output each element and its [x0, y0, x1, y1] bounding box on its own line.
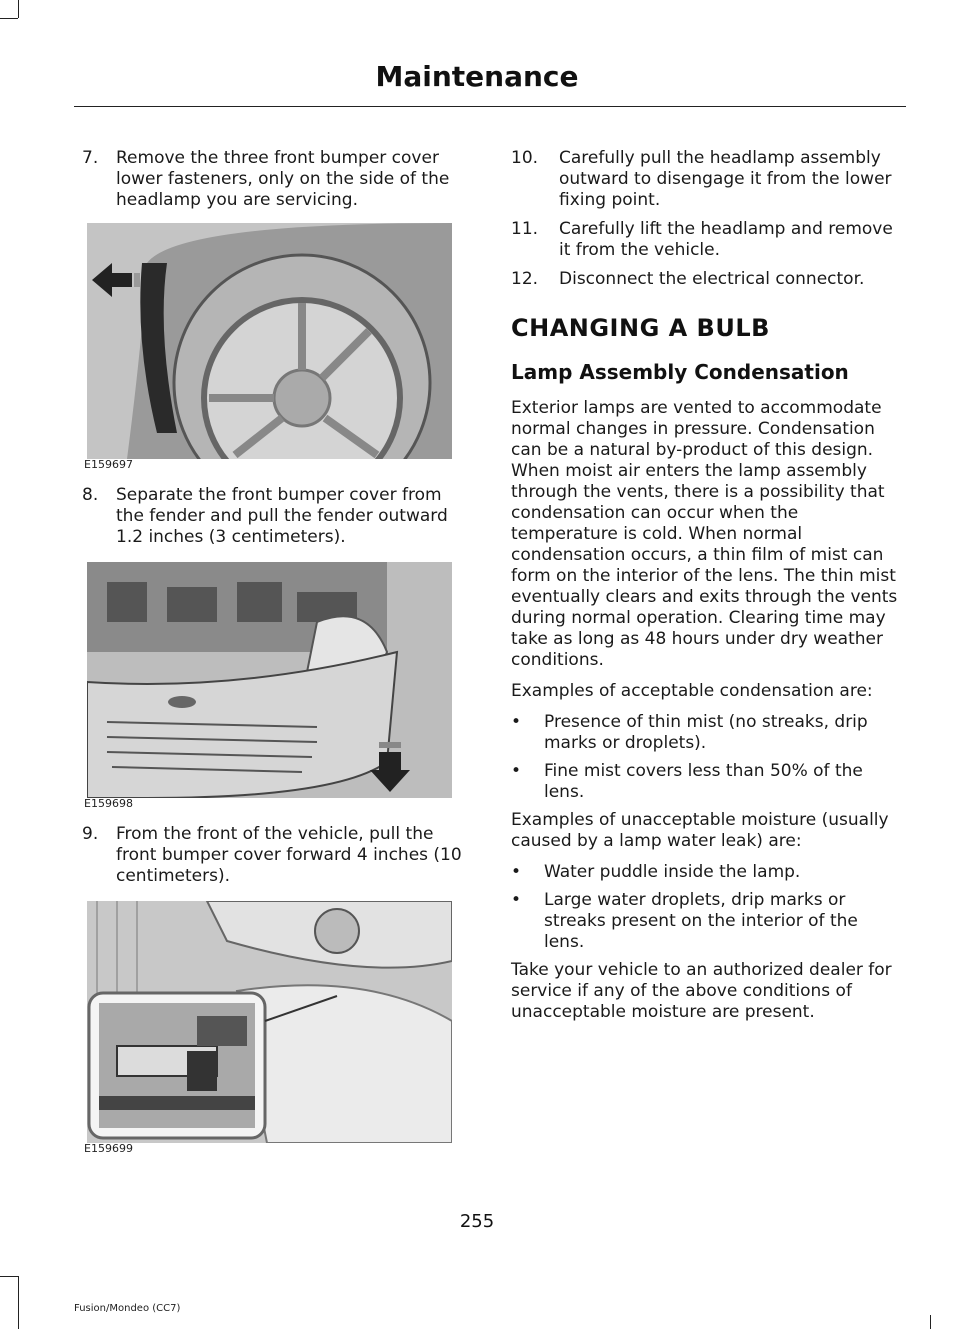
crop-mark: [18, 1276, 19, 1329]
step-8: [82, 485, 472, 548]
paragraph: Examples of unacceptable moisture (usually caused by a lamp water leak) are:: [511, 810, 889, 851]
bullet-mark: •: [511, 761, 522, 781]
bullet-mark: •: [511, 712, 522, 732]
left-column: [82, 148, 472, 1169]
step-number: 12.: [511, 269, 539, 289]
engine-bay-illustration: [87, 562, 452, 798]
bumper-connector-illustration: [87, 901, 452, 1143]
step-9: [82, 824, 472, 887]
step-10: [511, 148, 903, 211]
step-text: Remove the three front bumper cover lower fasteners, only on the side of the headlamp you are servicing.: [116, 148, 450, 210]
title-divider: [74, 106, 906, 107]
bullet-mark: •: [511, 890, 522, 910]
figure-front-bumper: [82, 562, 452, 810]
paragraph: Exterior lamps are vented to accommodate normal changes in pressure. Condensation can be a natural by-product of this design. When moist air enters the lamp assembly through the vents, there is a possibility that condensation can occur when the temperature is cold. When normal condensation occurs, a thin film of mist can form on the interior of the lens. The thin mist eventually clears and exits through the vents during normal operation. Clearing time may take as long as 48 hours under dry weather conditions.: [511, 398, 898, 670]
paragraph: Examples of acceptable condensation are:: [511, 681, 873, 701]
list-item-text: Large water droplets, drip marks or streaks present on the interior of the lens.: [544, 890, 858, 952]
section-heading: CHANGING A BULB: [511, 314, 770, 342]
figure-fender-fasteners: [82, 223, 452, 471]
list-item: [511, 862, 903, 883]
step-text: Carefully pull the headlamp assembly outward to disengage it from the lower fixing point.: [559, 148, 892, 210]
page-title: Maintenance: [375, 60, 579, 93]
right-column: [511, 148, 903, 1033]
step-number: 9.: [82, 824, 99, 844]
step-7: [82, 148, 472, 211]
step-number: 8.: [82, 485, 99, 505]
figure-code: E159699: [84, 1142, 133, 1155]
list-item: [511, 761, 903, 803]
crop-mark: [18, 0, 19, 18]
step-12: [511, 269, 903, 290]
step-text: Disconnect the electrical connector.: [559, 269, 865, 289]
step-number: 11.: [511, 219, 539, 239]
crop-mark: [930, 1315, 931, 1329]
step-number: 7.: [82, 148, 99, 168]
step-number: 10.: [511, 148, 539, 168]
list-item-text: Presence of thin mist (no streaks, drip marks or droplets).: [544, 712, 868, 753]
page-number: 255: [459, 1211, 495, 1232]
figure-code: E159697: [84, 458, 133, 471]
footer-model: Fusion/Mondeo (CC7): [74, 1303, 181, 1314]
list-item-text: Water puddle inside the lamp.: [544, 862, 801, 882]
bullet-mark: •: [511, 862, 522, 882]
step-text: Separate the front bumper cover from the fender and pull the fender outward 1.2 inches (3 centimeters).: [116, 485, 448, 547]
crop-mark: [0, 1276, 18, 1277]
crop-mark: [0, 18, 18, 19]
subsection-heading: Lamp Assembly Condensation: [511, 360, 849, 384]
step-11: [511, 219, 903, 261]
fender-wheel-illustration: [87, 223, 452, 459]
step-text: Carefully lift the headlamp and remove it from the vehicle.: [559, 219, 893, 260]
figure-bumper-forward: [82, 901, 452, 1155]
list-item-text: Fine mist covers less than 50% of the lens.: [544, 761, 863, 802]
figure-code: E159698: [84, 797, 133, 810]
step-text: From the front of the vehicle, pull the front bumper cover forward 4 inches (10 centimeters).: [116, 824, 462, 886]
paragraph: Take your vehicle to an authorized dealer for service if any of the above conditions of unacceptable moisture are present.: [511, 960, 892, 1022]
list-item: [511, 712, 903, 754]
list-item: [511, 890, 903, 953]
